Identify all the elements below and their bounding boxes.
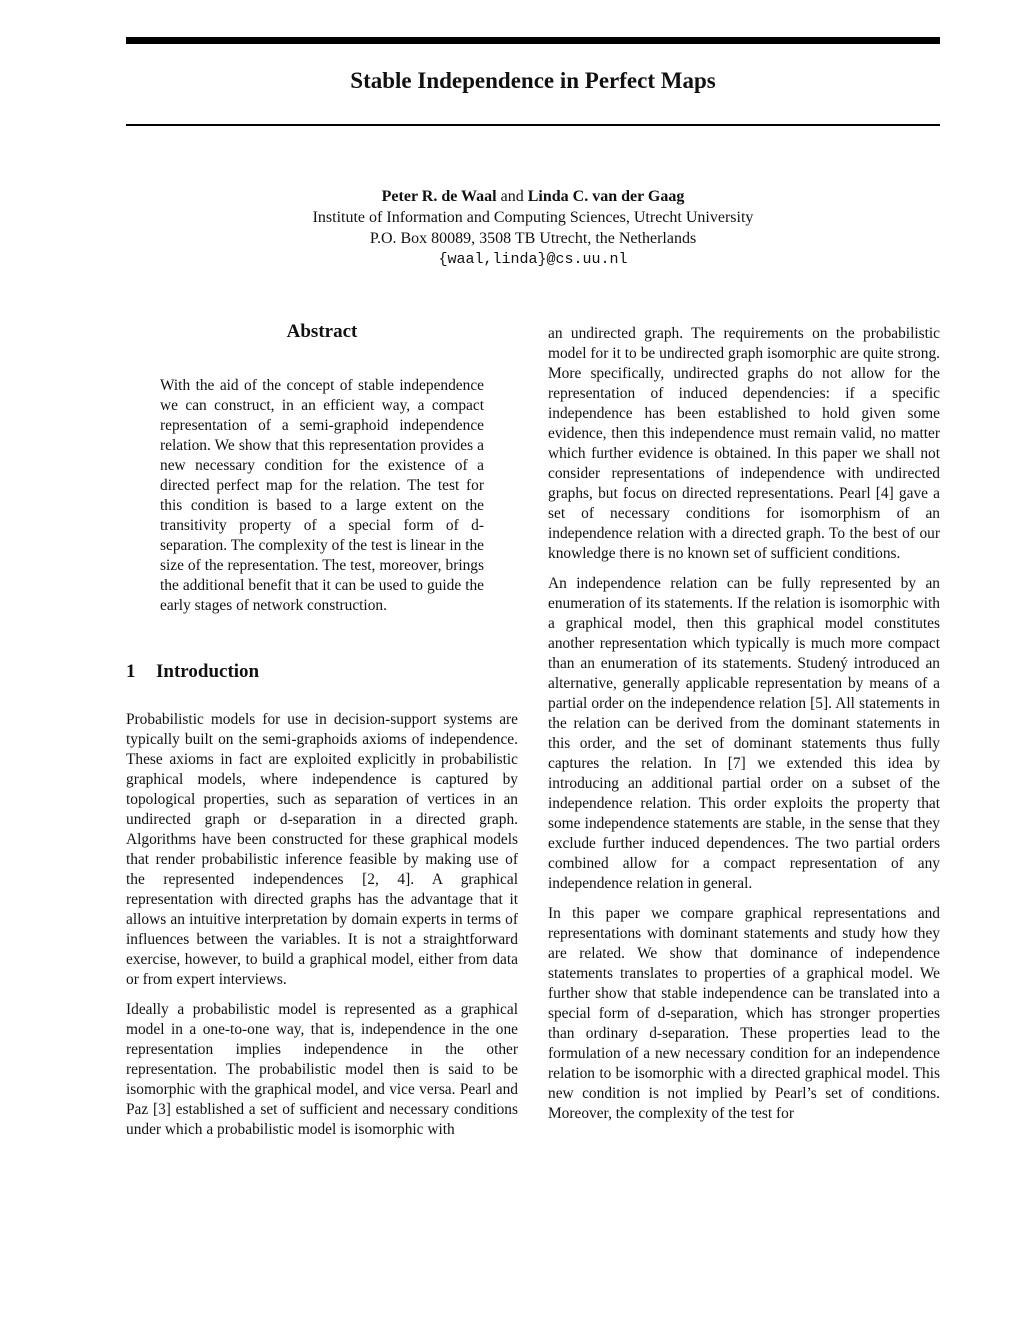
abstract-heading: Abstract bbox=[286, 321, 358, 342]
abstract-text: With the aid of the concept of stable independence we can construct, in an efficient way, a compact representation of a semi-graphoid independence relation. We show that this representation provides a new necessary condition for the existence of a directed perfect map for the relation. The test for this condition is based to a large extent on the transitivity property of a special form of d-separation. The complexity of the test is linear in the size of the representation. The test, moreover, brings the additional benefit that it can be used to guide the early stages of network construction. bbox=[160, 377, 484, 614]
title-rule bbox=[126, 124, 940, 126]
author-2: Linda C. van der Gaag bbox=[527, 188, 685, 205]
author-1: Peter R. de Waal bbox=[381, 188, 497, 205]
paragraph: an undirected graph. The requirements on the probabilistic model for it to be undirected graph isomorphic are quite strong. More specifically, undirected graphs do not allow for the representation of induced dependencies: if a specific independence has been established to hold given some evidence, then this independence must remain valid, no matter which further evidence is obtained. In this paper we shall not consider representations of independence with undirected graphs, but focus on directed representations. Pearl [4] gave a set of necessary conditions for isomorphism of an independence relation with a directed graph. To the best of our knowledge there is no known set of sufficient conditions. bbox=[548, 325, 940, 562]
address: P.O. Box 80089, 3508 TB Utrecht, the Netherlands bbox=[369, 230, 697, 247]
paragraph: Probabilistic models for use in decision-support systems are typically built on the semi-graphoids axioms of independence. These axioms in fact are exploited explicitly in probabilistic graphical models, where independence is captured by topological properties, such as separation of vertices in an undirected graph or d-separation in a directed graph. Algorithms have been constructed for these graphical models that render probabilistic inference feasible by making use of the represented independences [2, 4]. A graphical representation with directed graphs has the advantage that it allows an intuitive interpretation by domain experts in terms of influences between the variables. It is not a straightforward exercise, however, to build a graphical model, either from data or from expert interviews. bbox=[126, 711, 518, 988]
paragraph: In this paper we compare graphical representations and representations with dominant statements and study how they are related. We show that dominance of independence statements translates to properties of a graphical model. We further show that stable independence can be translated into a special form of d-separation, which has stronger properties than ordinary d-separation. These properties lead to the formulation of a new necessary condition for an independence relation to be isomorphic with a directed graphical model. This new condition is not implied by Pearl’s set of conditions. Moreover, the complexity of the test for bbox=[548, 905, 940, 1122]
section-number: 1 bbox=[126, 661, 136, 682]
section-title: Introduction bbox=[156, 661, 260, 682]
paragraph: An independence relation can be fully represented by an enumeration of its statements. If the relation is isomorphic with a graphical model, then this graphical model constitutes another representation which typically is much more compact than an enumeration of its statements. Studený introduced an alternative, generally applicable representation by means of a partial order on the independence relation [5]. All statements in the relation can be derived from the dominant statements in this order, and the set of dominant statements thus fully captures the relation. In [7] we extended this idea by introducing an additional partial order on a subset of the independence relation. This order exploits the property that some independence statements are stable, in the sense that they exclude further induced dependences. The two partial orders combined allow for a compact representation of any independence relation in general. bbox=[548, 575, 940, 892]
author-block bbox=[126, 186, 940, 270]
paragraph: Ideally a probabilistic model is represented as a graphical model in a one-to-one way, that is, independence in the one representation implies independence in the other representation. The probabilistic model then is said to be isomorphic with the graphical model, and vice versa. Pearl and Paz [3] established a set of sufficient and necessary conditions under which a probabilistic model is isomorphic with bbox=[126, 1001, 518, 1138]
email: {waal,linda}@cs.uu.nl bbox=[438, 251, 628, 268]
right-column bbox=[548, 324, 940, 1134]
left-column bbox=[126, 318, 518, 1150]
author-conjunction: and bbox=[496, 188, 528, 205]
section-heading bbox=[126, 658, 518, 686]
paper-title: Stable Independence in Perfect Maps bbox=[350, 68, 716, 93]
affiliation: Institute of Information and Computing Sciences, Utrecht University bbox=[312, 209, 754, 226]
author-names bbox=[126, 186, 940, 207]
top-rule bbox=[126, 37, 940, 44]
